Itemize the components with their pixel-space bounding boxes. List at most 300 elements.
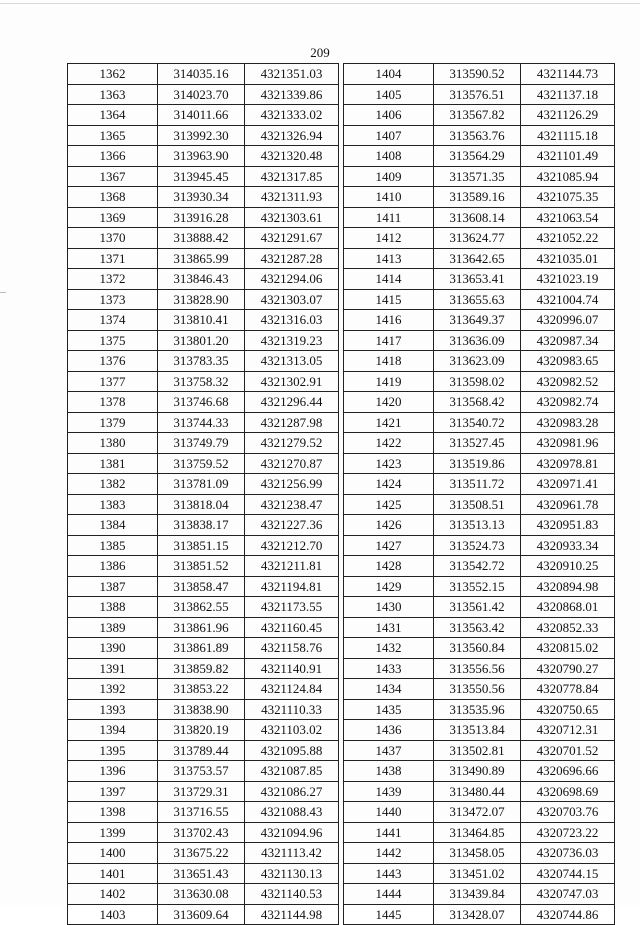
y-coordinate-cell: 4321035.01 — [521, 248, 615, 269]
x-coordinate-cell: 313428.07 — [434, 904, 521, 925]
point-id-cell: 1392 — [68, 679, 158, 700]
x-coordinate-cell: 313992.30 — [158, 125, 245, 146]
point-id-cell: 1370 — [68, 228, 158, 249]
point-id-cell: 1421 — [344, 412, 434, 433]
table-row — [344, 802, 615, 823]
y-coordinate-cell: 4320982.74 — [521, 392, 615, 413]
table-row — [344, 658, 615, 679]
x-coordinate-cell: 313571.35 — [434, 166, 521, 187]
x-coordinate-cell: 313846.43 — [158, 269, 245, 290]
scan-top-edge — [0, 3, 640, 4]
table-row — [68, 207, 339, 228]
table-row — [344, 535, 615, 556]
table-row — [344, 248, 615, 269]
point-id-cell: 1371 — [68, 248, 158, 269]
table-row — [68, 392, 339, 413]
table-row — [344, 822, 615, 843]
point-id-cell: 1413 — [344, 248, 434, 269]
x-coordinate-cell: 313859.82 — [158, 658, 245, 679]
y-coordinate-cell: 4320698.69 — [521, 781, 615, 802]
x-coordinate-cell: 313861.96 — [158, 617, 245, 638]
y-coordinate-cell: 4320951.83 — [521, 515, 615, 536]
y-coordinate-cell: 4320744.86 — [521, 904, 615, 925]
y-coordinate-cell: 4320750.65 — [521, 699, 615, 720]
x-coordinate-cell: 313480.44 — [434, 781, 521, 802]
x-coordinate-cell: 313540.72 — [434, 412, 521, 433]
point-id-cell: 1380 — [68, 433, 158, 454]
x-coordinate-cell: 313865.99 — [158, 248, 245, 269]
x-coordinate-cell: 313651.43 — [158, 863, 245, 884]
table-row — [68, 310, 339, 331]
point-id-cell: 1383 — [68, 494, 158, 515]
point-id-cell: 1399 — [68, 822, 158, 843]
table-row — [68, 884, 339, 905]
y-coordinate-cell: 4320723.22 — [521, 822, 615, 843]
x-coordinate-cell: 313649.37 — [434, 310, 521, 331]
x-coordinate-cell: 313636.09 — [434, 330, 521, 351]
x-coordinate-cell: 313564.29 — [434, 146, 521, 167]
x-coordinate-cell: 314011.66 — [158, 105, 245, 126]
point-id-cell: 1374 — [68, 310, 158, 331]
x-coordinate-cell: 313451.02 — [434, 863, 521, 884]
point-id-cell: 1376 — [68, 351, 158, 372]
y-coordinate-cell: 4321088.43 — [245, 802, 339, 823]
y-coordinate-cell: 4321311.93 — [245, 187, 339, 208]
point-id-cell: 1427 — [344, 535, 434, 556]
y-coordinate-cell: 4321333.02 — [245, 105, 339, 126]
point-id-cell: 1390 — [68, 638, 158, 659]
table-row — [68, 863, 339, 884]
point-id-cell: 1377 — [68, 371, 158, 392]
x-coordinate-cell: 313744.33 — [158, 412, 245, 433]
point-id-cell: 1398 — [68, 802, 158, 823]
x-coordinate-cell: 313561.42 — [434, 597, 521, 618]
table-row — [344, 187, 615, 208]
y-coordinate-cell: 4320978.81 — [521, 453, 615, 474]
point-id-cell: 1441 — [344, 822, 434, 843]
y-coordinate-cell: 4321160.45 — [245, 617, 339, 638]
x-coordinate-cell: 313508.51 — [434, 494, 521, 515]
x-coordinate-cell: 313519.86 — [434, 453, 521, 474]
y-coordinate-cell: 4321140.91 — [245, 658, 339, 679]
x-coordinate-cell: 313513.13 — [434, 515, 521, 536]
x-coordinate-cell: 313828.90 — [158, 289, 245, 310]
point-id-cell: 1445 — [344, 904, 434, 925]
point-id-cell: 1440 — [344, 802, 434, 823]
y-coordinate-cell: 4321126.29 — [521, 105, 615, 126]
table-row — [68, 105, 339, 126]
point-id-cell: 1407 — [344, 125, 434, 146]
table-row — [344, 146, 615, 167]
point-id-cell: 1425 — [344, 494, 434, 515]
table-row — [68, 720, 339, 741]
point-id-cell: 1368 — [68, 187, 158, 208]
y-coordinate-cell: 4320894.98 — [521, 576, 615, 597]
point-id-cell: 1426 — [344, 515, 434, 536]
point-id-cell: 1432 — [344, 638, 434, 659]
coordinate-table-left — [67, 63, 339, 925]
y-coordinate-cell: 4320701.52 — [521, 740, 615, 761]
y-coordinate-cell: 4321291.67 — [245, 228, 339, 249]
x-coordinate-cell: 313608.14 — [434, 207, 521, 228]
table-row — [68, 433, 339, 454]
y-coordinate-cell: 4320744.15 — [521, 863, 615, 884]
point-id-cell: 1423 — [344, 453, 434, 474]
table-row — [68, 330, 339, 351]
point-id-cell: 1384 — [68, 515, 158, 536]
y-coordinate-cell: 4321313.05 — [245, 351, 339, 372]
x-coordinate-cell: 313861.89 — [158, 638, 245, 659]
table-row — [68, 679, 339, 700]
table-row — [344, 207, 615, 228]
point-id-cell: 1378 — [68, 392, 158, 413]
x-coordinate-cell: 313630.08 — [158, 884, 245, 905]
table-row — [68, 617, 339, 638]
x-coordinate-cell: 313458.05 — [434, 843, 521, 864]
table-row — [68, 535, 339, 556]
y-coordinate-cell: 4321101.49 — [521, 146, 615, 167]
y-coordinate-cell: 4321124.84 — [245, 679, 339, 700]
point-id-cell: 1403 — [68, 904, 158, 925]
point-id-cell: 1431 — [344, 617, 434, 638]
table-row — [68, 658, 339, 679]
point-id-cell: 1414 — [344, 269, 434, 290]
y-coordinate-cell: 4321270.87 — [245, 453, 339, 474]
point-id-cell: 1379 — [68, 412, 158, 433]
point-id-cell: 1408 — [344, 146, 434, 167]
point-id-cell: 1397 — [68, 781, 158, 802]
x-coordinate-cell: 313853.22 — [158, 679, 245, 700]
table-row — [68, 761, 339, 782]
table-row — [68, 699, 339, 720]
margin-mark — [0, 292, 6, 293]
table-row — [68, 125, 339, 146]
x-coordinate-cell: 313820.19 — [158, 720, 245, 741]
point-id-cell: 1438 — [344, 761, 434, 782]
x-coordinate-cell: 313472.07 — [434, 802, 521, 823]
point-id-cell: 1400 — [68, 843, 158, 864]
point-id-cell: 1363 — [68, 84, 158, 105]
y-coordinate-cell: 4320996.07 — [521, 310, 615, 331]
x-coordinate-cell: 313729.31 — [158, 781, 245, 802]
point-id-cell: 1385 — [68, 535, 158, 556]
point-id-cell: 1420 — [344, 392, 434, 413]
y-coordinate-cell: 4320933.34 — [521, 535, 615, 556]
table-row — [344, 843, 615, 864]
x-coordinate-cell: 313963.90 — [158, 146, 245, 167]
y-coordinate-cell: 4321303.07 — [245, 289, 339, 310]
point-id-cell: 1409 — [344, 166, 434, 187]
y-coordinate-cell: 4321103.02 — [245, 720, 339, 741]
x-coordinate-cell: 313888.42 — [158, 228, 245, 249]
y-coordinate-cell: 4321087.85 — [245, 761, 339, 782]
x-coordinate-cell: 313542.72 — [434, 556, 521, 577]
point-id-cell: 1388 — [68, 597, 158, 618]
point-id-cell: 1411 — [344, 207, 434, 228]
x-coordinate-cell: 313858.47 — [158, 576, 245, 597]
table-row — [344, 597, 615, 618]
point-id-cell: 1366 — [68, 146, 158, 167]
y-coordinate-cell: 4321110.33 — [245, 699, 339, 720]
point-id-cell: 1439 — [344, 781, 434, 802]
y-coordinate-cell: 4321287.98 — [245, 412, 339, 433]
x-coordinate-cell: 313818.04 — [158, 494, 245, 515]
y-coordinate-cell: 4320747.03 — [521, 884, 615, 905]
x-coordinate-cell: 314035.16 — [158, 64, 245, 85]
x-coordinate-cell: 313749.79 — [158, 433, 245, 454]
y-coordinate-cell: 4320987.34 — [521, 330, 615, 351]
table-row — [344, 904, 615, 925]
x-coordinate-cell: 313781.09 — [158, 474, 245, 495]
point-id-cell: 1362 — [68, 64, 158, 85]
point-id-cell: 1416 — [344, 310, 434, 331]
table-row — [344, 125, 615, 146]
y-coordinate-cell: 4321144.98 — [245, 904, 339, 925]
point-id-cell: 1419 — [344, 371, 434, 392]
point-id-cell: 1412 — [344, 228, 434, 249]
point-id-cell: 1369 — [68, 207, 158, 228]
point-id-cell: 1395 — [68, 740, 158, 761]
y-coordinate-cell: 4321085.94 — [521, 166, 615, 187]
x-coordinate-cell: 313945.45 — [158, 166, 245, 187]
table-row — [344, 761, 615, 782]
table-row — [68, 371, 339, 392]
y-coordinate-cell: 4321158.76 — [245, 638, 339, 659]
x-coordinate-cell: 313502.81 — [434, 740, 521, 761]
point-id-cell: 1435 — [344, 699, 434, 720]
y-coordinate-cell: 4320815.02 — [521, 638, 615, 659]
y-coordinate-cell: 4320868.01 — [521, 597, 615, 618]
x-coordinate-cell: 313513.84 — [434, 720, 521, 741]
y-coordinate-cell: 4321130.13 — [245, 863, 339, 884]
y-coordinate-cell: 4321052.22 — [521, 228, 615, 249]
y-coordinate-cell: 4320790.27 — [521, 658, 615, 679]
point-id-cell: 1437 — [344, 740, 434, 761]
x-coordinate-cell: 313563.42 — [434, 617, 521, 638]
y-coordinate-cell: 4320703.76 — [521, 802, 615, 823]
point-id-cell: 1389 — [68, 617, 158, 638]
point-id-cell: 1410 — [344, 187, 434, 208]
table-row — [68, 802, 339, 823]
point-id-cell: 1428 — [344, 556, 434, 577]
x-coordinate-cell: 313851.52 — [158, 556, 245, 577]
table-row — [344, 166, 615, 187]
y-coordinate-cell: 4321113.42 — [245, 843, 339, 864]
y-coordinate-cell: 4320961.78 — [521, 494, 615, 515]
table-row — [344, 310, 615, 331]
y-coordinate-cell: 4321004.74 — [521, 289, 615, 310]
y-coordinate-cell: 4321320.48 — [245, 146, 339, 167]
y-coordinate-cell: 4321287.28 — [245, 248, 339, 269]
point-id-cell: 1417 — [344, 330, 434, 351]
page-number: 209 — [310, 45, 330, 60]
table-row — [68, 412, 339, 433]
x-coordinate-cell: 313490.89 — [434, 761, 521, 782]
x-coordinate-cell: 313624.77 — [434, 228, 521, 249]
x-coordinate-cell: 313746.68 — [158, 392, 245, 413]
table-row — [68, 556, 339, 577]
y-coordinate-cell: 4321227.36 — [245, 515, 339, 536]
table-row — [68, 597, 339, 618]
table-row — [344, 351, 615, 372]
table-row — [344, 494, 615, 515]
x-coordinate-cell: 313759.52 — [158, 453, 245, 474]
point-id-cell: 1387 — [68, 576, 158, 597]
point-id-cell: 1430 — [344, 597, 434, 618]
y-coordinate-cell: 4320981.96 — [521, 433, 615, 454]
table-row — [68, 740, 339, 761]
x-coordinate-cell: 313642.65 — [434, 248, 521, 269]
table-row — [344, 392, 615, 413]
table-row — [344, 720, 615, 741]
y-coordinate-cell: 4320852.33 — [521, 617, 615, 638]
x-coordinate-cell: 313653.41 — [434, 269, 521, 290]
table-row — [68, 638, 339, 659]
table-row — [68, 474, 339, 495]
y-coordinate-cell: 4321173.55 — [245, 597, 339, 618]
table-row — [344, 576, 615, 597]
point-id-cell: 1415 — [344, 289, 434, 310]
y-coordinate-cell: 4321115.18 — [521, 125, 615, 146]
table-row — [68, 904, 339, 925]
table-row — [344, 371, 615, 392]
x-coordinate-cell: 313838.90 — [158, 699, 245, 720]
table-row — [68, 146, 339, 167]
x-coordinate-cell: 313524.73 — [434, 535, 521, 556]
x-coordinate-cell: 313550.56 — [434, 679, 521, 700]
x-coordinate-cell: 314023.70 — [158, 84, 245, 105]
point-id-cell: 1405 — [344, 84, 434, 105]
y-coordinate-cell: 4320983.28 — [521, 412, 615, 433]
x-coordinate-cell: 313567.82 — [434, 105, 521, 126]
x-coordinate-cell: 313702.43 — [158, 822, 245, 843]
table-row — [344, 105, 615, 126]
x-coordinate-cell: 313930.34 — [158, 187, 245, 208]
point-id-cell: 1444 — [344, 884, 434, 905]
x-coordinate-cell: 313916.28 — [158, 207, 245, 228]
table-row — [344, 679, 615, 700]
x-coordinate-cell: 313838.17 — [158, 515, 245, 536]
table-row — [344, 84, 615, 105]
table-row — [68, 453, 339, 474]
table-row — [68, 494, 339, 515]
table-row — [344, 863, 615, 884]
y-coordinate-cell: 4321086.27 — [245, 781, 339, 802]
x-coordinate-cell: 313862.55 — [158, 597, 245, 618]
table-row — [344, 556, 615, 577]
point-id-cell: 1442 — [344, 843, 434, 864]
x-coordinate-cell: 313753.57 — [158, 761, 245, 782]
table-row — [344, 781, 615, 802]
table-row — [344, 515, 615, 536]
x-coordinate-cell: 313560.84 — [434, 638, 521, 659]
point-id-cell: 1382 — [68, 474, 158, 495]
table-row — [68, 187, 339, 208]
point-id-cell: 1404 — [344, 64, 434, 85]
y-coordinate-cell: 4321137.18 — [521, 84, 615, 105]
table-row — [68, 576, 339, 597]
x-coordinate-cell: 313623.09 — [434, 351, 521, 372]
x-coordinate-cell: 313801.20 — [158, 330, 245, 351]
x-coordinate-cell: 313439.84 — [434, 884, 521, 905]
x-coordinate-cell: 313810.41 — [158, 310, 245, 331]
y-coordinate-cell: 4321316.03 — [245, 310, 339, 331]
table-row — [68, 228, 339, 249]
table-row — [344, 474, 615, 495]
y-coordinate-cell: 4321326.94 — [245, 125, 339, 146]
table-row — [68, 84, 339, 105]
y-coordinate-cell: 4321317.85 — [245, 166, 339, 187]
table-row — [344, 412, 615, 433]
point-id-cell: 1396 — [68, 761, 158, 782]
y-coordinate-cell: 4320712.31 — [521, 720, 615, 741]
table-row — [344, 699, 615, 720]
y-coordinate-cell: 4320983.65 — [521, 351, 615, 372]
point-id-cell: 1422 — [344, 433, 434, 454]
y-coordinate-cell: 4321339.86 — [245, 84, 339, 105]
point-id-cell: 1429 — [344, 576, 434, 597]
table-row — [68, 822, 339, 843]
y-coordinate-cell: 4321023.19 — [521, 269, 615, 290]
point-id-cell: 1364 — [68, 105, 158, 126]
x-coordinate-cell: 313589.16 — [434, 187, 521, 208]
y-coordinate-cell: 4321075.35 — [521, 187, 615, 208]
y-coordinate-cell: 4321294.06 — [245, 269, 339, 290]
table-row — [344, 289, 615, 310]
y-coordinate-cell: 4320910.25 — [521, 556, 615, 577]
point-id-cell: 1433 — [344, 658, 434, 679]
point-id-cell: 1418 — [344, 351, 434, 372]
y-coordinate-cell: 4321238.47 — [245, 494, 339, 515]
y-coordinate-cell: 4321144.73 — [521, 64, 615, 85]
x-coordinate-cell: 313568.42 — [434, 392, 521, 413]
x-coordinate-cell: 313598.02 — [434, 371, 521, 392]
y-coordinate-cell: 4321303.61 — [245, 207, 339, 228]
y-coordinate-cell: 4321063.54 — [521, 207, 615, 228]
table-row — [68, 166, 339, 187]
x-coordinate-cell: 313535.96 — [434, 699, 521, 720]
x-coordinate-cell: 313758.32 — [158, 371, 245, 392]
x-coordinate-cell: 313556.56 — [434, 658, 521, 679]
table-row — [68, 64, 339, 85]
point-id-cell: 1365 — [68, 125, 158, 146]
y-coordinate-cell: 4321094.96 — [245, 822, 339, 843]
x-coordinate-cell: 313552.15 — [434, 576, 521, 597]
y-coordinate-cell: 4320778.84 — [521, 679, 615, 700]
y-coordinate-cell: 4321140.53 — [245, 884, 339, 905]
table-row — [68, 269, 339, 290]
table-row — [344, 453, 615, 474]
point-id-cell: 1381 — [68, 453, 158, 474]
table-row — [68, 515, 339, 536]
y-coordinate-cell: 4321296.44 — [245, 392, 339, 413]
table-row — [68, 289, 339, 310]
table-row — [344, 884, 615, 905]
table-row — [344, 269, 615, 290]
y-coordinate-cell: 4321319.23 — [245, 330, 339, 351]
y-coordinate-cell: 4320971.41 — [521, 474, 615, 495]
y-coordinate-cell: 4321256.99 — [245, 474, 339, 495]
table-row — [344, 433, 615, 454]
point-id-cell: 1373 — [68, 289, 158, 310]
y-coordinate-cell: 4320696.66 — [521, 761, 615, 782]
x-coordinate-cell: 313675.22 — [158, 843, 245, 864]
point-id-cell: 1367 — [68, 166, 158, 187]
x-coordinate-cell: 313789.44 — [158, 740, 245, 761]
x-coordinate-cell: 313783.35 — [158, 351, 245, 372]
coordinate-table-right — [343, 63, 615, 925]
table-row — [68, 248, 339, 269]
